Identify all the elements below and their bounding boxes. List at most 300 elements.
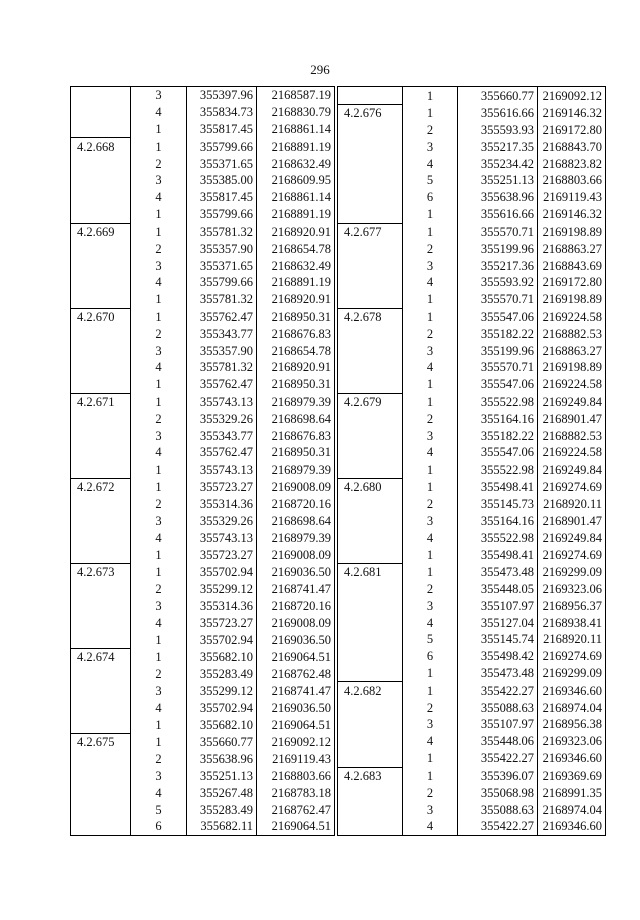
y-coordinate-cell: 2168676.83 xyxy=(257,325,335,342)
point-number-cell: 2 xyxy=(403,325,458,342)
y-coordinate-cell: 2168882.53 xyxy=(538,325,606,342)
x-coordinate-cell: 355088.63 xyxy=(458,801,538,818)
table-row xyxy=(338,529,606,546)
y-coordinate-cell: 2169008.09 xyxy=(257,546,335,563)
x-coordinate-cell: 355385.00 xyxy=(187,172,257,189)
table-row xyxy=(71,104,335,121)
x-coordinate-cell: 355682.11 xyxy=(187,818,257,835)
point-number-cell: 1 xyxy=(403,665,458,682)
parcel-id-cell xyxy=(71,104,131,121)
y-coordinate-cell: 2169036.50 xyxy=(257,699,335,716)
y-coordinate-cell: 2168991.35 xyxy=(538,784,606,801)
y-coordinate-cell: 2169119.43 xyxy=(257,751,335,768)
x-coordinate-cell: 355781.32 xyxy=(187,223,257,240)
y-coordinate-cell: 2168720.16 xyxy=(257,597,335,614)
y-coordinate-cell: 2169008.09 xyxy=(257,478,335,495)
table-row xyxy=(338,597,606,614)
point-number-cell: 2 xyxy=(403,122,458,139)
y-coordinate-cell: 2168861.14 xyxy=(257,189,335,206)
x-coordinate-cell: 355723.27 xyxy=(187,614,257,631)
parcel-id-cell xyxy=(338,750,403,767)
point-number-cell: 2 xyxy=(131,581,187,598)
parcel-id-cell xyxy=(338,529,403,546)
y-coordinate-cell: 2168979.39 xyxy=(257,393,335,410)
parcel-id-cell xyxy=(338,581,403,598)
parcel-id-cell xyxy=(338,410,403,427)
parcel-id-cell xyxy=(71,257,131,274)
x-coordinate-cell: 355817.45 xyxy=(187,121,257,138)
x-coordinate-cell: 355145.73 xyxy=(458,496,538,513)
point-number-cell: 5 xyxy=(403,631,458,648)
point-number-cell: 4 xyxy=(403,614,458,631)
table-row xyxy=(338,291,606,308)
parcel-id-cell: 4.2.678 xyxy=(338,308,403,325)
point-number-cell: 3 xyxy=(131,87,187,104)
y-coordinate-cell: 2168823.82 xyxy=(538,155,606,172)
x-coordinate-cell: 355199.96 xyxy=(458,240,538,257)
table-row xyxy=(71,597,335,614)
point-number-cell: 1 xyxy=(403,563,458,580)
point-number-cell: 4 xyxy=(403,155,458,172)
table-row xyxy=(338,223,606,240)
point-number-cell: 1 xyxy=(403,291,458,308)
y-coordinate-cell: 2169064.51 xyxy=(257,648,335,665)
point-number-cell: 4 xyxy=(131,614,187,631)
table-row xyxy=(71,291,335,308)
point-number-cell: 3 xyxy=(131,682,187,699)
y-coordinate-cell: 2169346.60 xyxy=(538,682,606,699)
parcel-id-cell xyxy=(338,461,403,478)
point-number-cell: 1 xyxy=(403,223,458,240)
table-row xyxy=(71,393,335,410)
point-number-cell: 2 xyxy=(403,240,458,257)
x-coordinate-cell: 355702.94 xyxy=(187,563,257,580)
parcel-id-cell xyxy=(71,716,131,733)
table-row xyxy=(338,478,606,495)
parcel-id-cell xyxy=(338,274,403,291)
parcel-id-cell xyxy=(71,682,131,699)
parcel-id-cell xyxy=(71,784,131,801)
point-number-cell: 3 xyxy=(403,342,458,359)
y-coordinate-cell: 2168956.38 xyxy=(538,716,606,733)
y-coordinate-cell: 2168654.78 xyxy=(257,342,335,359)
table-row xyxy=(71,546,335,563)
y-coordinate-cell: 2169008.09 xyxy=(257,614,335,631)
point-number-cell: 3 xyxy=(131,172,187,189)
x-coordinate-cell: 355371.65 xyxy=(187,257,257,274)
parcel-id-cell xyxy=(338,342,403,359)
x-coordinate-cell: 355616.66 xyxy=(458,104,538,121)
x-coordinate-cell: 355357.90 xyxy=(187,342,257,359)
y-coordinate-cell: 2168920.91 xyxy=(257,291,335,308)
y-coordinate-cell: 2168741.47 xyxy=(257,682,335,699)
x-coordinate-cell: 355781.32 xyxy=(187,359,257,376)
y-coordinate-cell: 2168974.04 xyxy=(538,801,606,818)
y-coordinate-cell: 2169323.06 xyxy=(538,581,606,598)
point-number-cell: 3 xyxy=(131,342,187,359)
table-row xyxy=(71,512,335,529)
point-number-cell: 1 xyxy=(131,733,187,750)
x-coordinate-cell: 355422.27 xyxy=(458,818,538,835)
table-row xyxy=(71,581,335,598)
parcel-id-cell xyxy=(338,614,403,631)
x-coordinate-cell: 355164.16 xyxy=(458,512,538,529)
parcel-id-cell: 4.2.674 xyxy=(71,648,131,665)
x-coordinate-cell: 355299.12 xyxy=(187,682,257,699)
table-row xyxy=(71,172,335,189)
table-row xyxy=(338,665,606,682)
y-coordinate-cell: 2168762.48 xyxy=(257,666,335,683)
parcel-id-cell: 4.2.679 xyxy=(338,393,403,410)
point-number-cell: 4 xyxy=(131,189,187,206)
parcel-id-cell xyxy=(71,461,131,478)
y-coordinate-cell: 2168920.91 xyxy=(257,223,335,240)
parcel-id-cell xyxy=(71,121,131,138)
parcel-id-cell xyxy=(71,529,131,546)
y-coordinate-cell: 2168901.47 xyxy=(538,512,606,529)
parcel-id-cell xyxy=(71,427,131,444)
y-coordinate-cell: 2168783.18 xyxy=(257,784,335,801)
table-row xyxy=(338,155,606,172)
x-coordinate-cell: 355329.26 xyxy=(187,410,257,427)
table-row xyxy=(338,257,606,274)
y-coordinate-cell: 2169064.51 xyxy=(257,818,335,835)
table-row xyxy=(338,682,606,699)
table-row xyxy=(71,376,335,393)
parcel-id-cell xyxy=(338,359,403,376)
x-coordinate-cell: 355145.74 xyxy=(458,631,538,648)
parcel-id-cell xyxy=(71,512,131,529)
y-coordinate-cell: 2169036.50 xyxy=(257,563,335,580)
table-row xyxy=(338,716,606,733)
point-number-cell: 2 xyxy=(131,410,187,427)
y-coordinate-cell: 2168861.14 xyxy=(257,121,335,138)
table-row xyxy=(71,274,335,291)
point-number-cell: 3 xyxy=(403,138,458,155)
x-coordinate-cell: 355522.98 xyxy=(458,461,538,478)
y-coordinate-cell: 2169092.12 xyxy=(538,87,606,105)
point-number-cell: 1 xyxy=(131,631,187,648)
table-row xyxy=(338,699,606,716)
x-coordinate-cell: 355723.27 xyxy=(187,546,257,563)
table-row xyxy=(71,563,335,580)
parcel-id-cell xyxy=(71,768,131,785)
point-number-cell: 1 xyxy=(131,376,187,393)
point-number-cell: 4 xyxy=(403,733,458,750)
x-coordinate-cell: 355199.96 xyxy=(458,342,538,359)
x-coordinate-cell: 355107.97 xyxy=(458,716,538,733)
x-coordinate-cell: 355283.49 xyxy=(187,801,257,818)
table-row xyxy=(71,478,335,495)
table-row xyxy=(71,699,335,716)
x-coordinate-cell: 355834.73 xyxy=(187,104,257,121)
x-coordinate-cell: 355329.26 xyxy=(187,512,257,529)
y-coordinate-cell: 2168698.64 xyxy=(257,410,335,427)
y-coordinate-cell: 2169146.32 xyxy=(538,104,606,121)
parcel-id-cell: 4.2.680 xyxy=(338,478,403,495)
point-number-cell: 6 xyxy=(403,648,458,665)
y-coordinate-cell: 2168762.47 xyxy=(257,801,335,818)
y-coordinate-cell: 2169172.80 xyxy=(538,122,606,139)
parcel-id-cell xyxy=(71,376,131,393)
point-number-cell: 3 xyxy=(131,597,187,614)
table-row xyxy=(338,104,606,121)
y-coordinate-cell: 2169249.84 xyxy=(538,393,606,410)
parcel-id-cell xyxy=(71,274,131,291)
x-coordinate-cell: 355570.71 xyxy=(458,359,538,376)
table-row xyxy=(71,444,335,461)
x-coordinate-cell: 355593.93 xyxy=(458,122,538,139)
table-row xyxy=(71,155,335,172)
table-row xyxy=(338,444,606,461)
x-coordinate-cell: 355743.13 xyxy=(187,393,257,410)
parcel-id-cell xyxy=(71,801,131,818)
point-number-cell: 4 xyxy=(131,274,187,291)
x-coordinate-cell: 355473.48 xyxy=(458,665,538,682)
table-row xyxy=(71,666,335,683)
point-number-cell: 3 xyxy=(403,512,458,529)
parcel-id-cell xyxy=(71,546,131,563)
table-row xyxy=(71,87,335,104)
table-row xyxy=(338,206,606,223)
table-row xyxy=(338,138,606,155)
parcel-id-cell xyxy=(71,291,131,308)
x-coordinate-cell: 355522.98 xyxy=(458,529,538,546)
x-coordinate-cell: 355068.98 xyxy=(458,784,538,801)
parcel-id-cell xyxy=(338,716,403,733)
y-coordinate-cell: 2168920.11 xyxy=(538,496,606,513)
table-row xyxy=(71,768,335,785)
x-coordinate-cell: 355799.66 xyxy=(187,138,257,155)
point-number-cell: 3 xyxy=(131,427,187,444)
y-coordinate-cell: 2168974.04 xyxy=(538,699,606,716)
table-row xyxy=(71,308,335,325)
y-coordinate-cell: 2169092.12 xyxy=(257,733,335,750)
x-coordinate-cell: 355743.13 xyxy=(187,529,257,546)
x-coordinate-cell: 355682.10 xyxy=(187,648,257,665)
x-coordinate-cell: 355422.27 xyxy=(458,682,538,699)
point-number-cell: 1 xyxy=(403,206,458,223)
y-coordinate-cell: 2168843.70 xyxy=(538,138,606,155)
x-coordinate-cell: 355723.27 xyxy=(187,478,257,495)
point-number-cell: 1 xyxy=(403,478,458,495)
x-coordinate-cell: 355547.06 xyxy=(458,308,538,325)
x-coordinate-cell: 355088.63 xyxy=(458,699,538,716)
point-number-cell: 3 xyxy=(403,427,458,444)
table-row xyxy=(338,427,606,444)
point-number-cell: 1 xyxy=(403,104,458,121)
y-coordinate-cell: 2169249.84 xyxy=(538,529,606,546)
y-coordinate-cell: 2168741.47 xyxy=(257,581,335,598)
table-row xyxy=(71,716,335,733)
point-number-cell: 3 xyxy=(403,801,458,818)
parcel-id-cell xyxy=(338,733,403,750)
parcel-id-cell: 4.2.670 xyxy=(71,308,131,325)
table-row xyxy=(338,274,606,291)
x-coordinate-cell: 355251.13 xyxy=(187,768,257,785)
x-coordinate-cell: 355107.97 xyxy=(458,597,538,614)
parcel-id-cell xyxy=(338,665,403,682)
y-coordinate-cell: 2168950.31 xyxy=(257,444,335,461)
y-coordinate-cell: 2168720.16 xyxy=(257,496,335,513)
table-row xyxy=(71,342,335,359)
point-number-cell: 1 xyxy=(403,682,458,699)
parcel-id-cell xyxy=(71,818,131,835)
y-coordinate-cell: 2169249.84 xyxy=(538,461,606,478)
y-coordinate-cell: 2168920.11 xyxy=(538,631,606,648)
table-row xyxy=(338,496,606,513)
point-number-cell: 1 xyxy=(403,393,458,410)
table-row xyxy=(338,240,606,257)
parcel-id-cell xyxy=(71,666,131,683)
y-coordinate-cell: 2168950.31 xyxy=(257,376,335,393)
parcel-id-cell xyxy=(71,342,131,359)
table-row xyxy=(338,512,606,529)
parcel-id-cell xyxy=(71,155,131,172)
y-coordinate-cell: 2169064.51 xyxy=(257,716,335,733)
y-coordinate-cell: 2169274.69 xyxy=(538,478,606,495)
y-coordinate-cell: 2169323.06 xyxy=(538,733,606,750)
y-coordinate-cell: 2169198.89 xyxy=(538,223,606,240)
parcel-id-cell xyxy=(338,546,403,563)
table-row xyxy=(71,496,335,513)
parcel-id-cell xyxy=(338,597,403,614)
point-number-cell: 4 xyxy=(403,274,458,291)
table-row xyxy=(71,751,335,768)
parcel-id-cell xyxy=(338,172,403,189)
x-coordinate-cell: 355762.47 xyxy=(187,308,257,325)
parcel-id-cell: 4.2.675 xyxy=(71,733,131,750)
point-number-cell: 1 xyxy=(403,461,458,478)
y-coordinate-cell: 2168632.49 xyxy=(257,155,335,172)
x-coordinate-cell: 355682.10 xyxy=(187,716,257,733)
table-row xyxy=(338,308,606,325)
x-coordinate-cell: 355638.96 xyxy=(458,189,538,206)
point-number-cell: 1 xyxy=(131,461,187,478)
point-number-cell: 2 xyxy=(131,666,187,683)
table-row xyxy=(338,410,606,427)
x-coordinate-cell: 355251.13 xyxy=(458,172,538,189)
point-number-cell: 3 xyxy=(403,597,458,614)
x-coordinate-cell: 355781.32 xyxy=(187,291,257,308)
table-row xyxy=(71,818,335,835)
table-row xyxy=(338,733,606,750)
point-number-cell: 6 xyxy=(403,189,458,206)
y-coordinate-cell: 2169346.60 xyxy=(538,750,606,767)
y-coordinate-cell: 2169036.50 xyxy=(257,631,335,648)
table-row xyxy=(338,376,606,393)
x-coordinate-cell: 355498.41 xyxy=(458,546,538,563)
y-coordinate-cell: 2168587.19 xyxy=(257,87,335,104)
parcel-id-cell xyxy=(71,87,131,104)
point-number-cell: 1 xyxy=(131,478,187,495)
table-row xyxy=(338,359,606,376)
x-coordinate-cell: 355817.45 xyxy=(187,189,257,206)
coordinates-table-right xyxy=(337,86,606,836)
parcel-id-cell: 4.2.668 xyxy=(71,138,131,155)
point-number-cell: 2 xyxy=(403,410,458,427)
point-number-cell: 1 xyxy=(131,138,187,155)
parcel-id-cell: 4.2.677 xyxy=(338,223,403,240)
table-row xyxy=(338,818,606,835)
table-row xyxy=(338,784,606,801)
parcel-id-cell xyxy=(71,240,131,257)
table-row xyxy=(338,189,606,206)
point-number-cell: 4 xyxy=(131,104,187,121)
y-coordinate-cell: 2168891.19 xyxy=(257,138,335,155)
x-coordinate-cell: 355638.96 xyxy=(187,751,257,768)
parcel-id-cell: 4.2.681 xyxy=(338,563,403,580)
parcel-id-cell xyxy=(71,581,131,598)
parcel-id-cell xyxy=(338,291,403,308)
y-coordinate-cell: 2168901.47 xyxy=(538,410,606,427)
point-number-cell: 4 xyxy=(403,359,458,376)
y-coordinate-cell: 2169119.43 xyxy=(538,189,606,206)
point-number-cell: 1 xyxy=(131,223,187,240)
parcel-id-cell xyxy=(71,172,131,189)
point-number-cell: 3 xyxy=(131,768,187,785)
point-number-cell: 4 xyxy=(131,529,187,546)
parcel-id-cell xyxy=(71,614,131,631)
x-coordinate-cell: 355127.04 xyxy=(458,614,538,631)
x-coordinate-cell: 355164.16 xyxy=(458,410,538,427)
parcel-id-cell xyxy=(338,648,403,665)
x-coordinate-cell: 355762.47 xyxy=(187,444,257,461)
x-coordinate-cell: 355702.94 xyxy=(187,631,257,648)
table-row xyxy=(71,427,335,444)
point-number-cell: 1 xyxy=(131,393,187,410)
parcel-id-cell xyxy=(338,631,403,648)
y-coordinate-cell: 2169146.32 xyxy=(538,206,606,223)
y-coordinate-cell: 2169274.69 xyxy=(538,546,606,563)
table-row xyxy=(71,801,335,818)
parcel-id-cell xyxy=(71,444,131,461)
table-row xyxy=(71,223,335,240)
y-coordinate-cell: 2169198.89 xyxy=(538,291,606,308)
point-number-cell: 4 xyxy=(131,359,187,376)
parcel-id-cell xyxy=(338,138,403,155)
parcel-id-cell xyxy=(338,189,403,206)
parcel-id-cell xyxy=(338,325,403,342)
table-row xyxy=(338,342,606,359)
x-coordinate-cell: 355217.35 xyxy=(458,138,538,155)
x-coordinate-cell: 355522.98 xyxy=(458,393,538,410)
parcel-id-cell: 4.2.672 xyxy=(71,478,131,495)
table-row xyxy=(71,189,335,206)
table-row xyxy=(338,325,606,342)
y-coordinate-cell: 2169224.58 xyxy=(538,308,606,325)
x-coordinate-cell: 355314.36 xyxy=(187,496,257,513)
table-row xyxy=(338,122,606,139)
parcel-id-cell xyxy=(338,496,403,513)
table-row xyxy=(338,563,606,580)
point-number-cell: 2 xyxy=(403,496,458,513)
point-number-cell: 4 xyxy=(131,444,187,461)
point-number-cell: 5 xyxy=(131,801,187,818)
x-coordinate-cell: 355182.22 xyxy=(458,427,538,444)
table-row xyxy=(71,325,335,342)
point-number-cell: 2 xyxy=(403,784,458,801)
parcel-id-cell xyxy=(338,122,403,139)
parcel-id-cell xyxy=(71,496,131,513)
point-number-cell: 1 xyxy=(131,308,187,325)
parcel-id-cell: 4.2.669 xyxy=(71,223,131,240)
table-row xyxy=(338,393,606,410)
y-coordinate-cell: 2169369.69 xyxy=(538,767,606,784)
table-row xyxy=(71,240,335,257)
table-row xyxy=(338,648,606,665)
x-coordinate-cell: 355799.66 xyxy=(187,274,257,291)
